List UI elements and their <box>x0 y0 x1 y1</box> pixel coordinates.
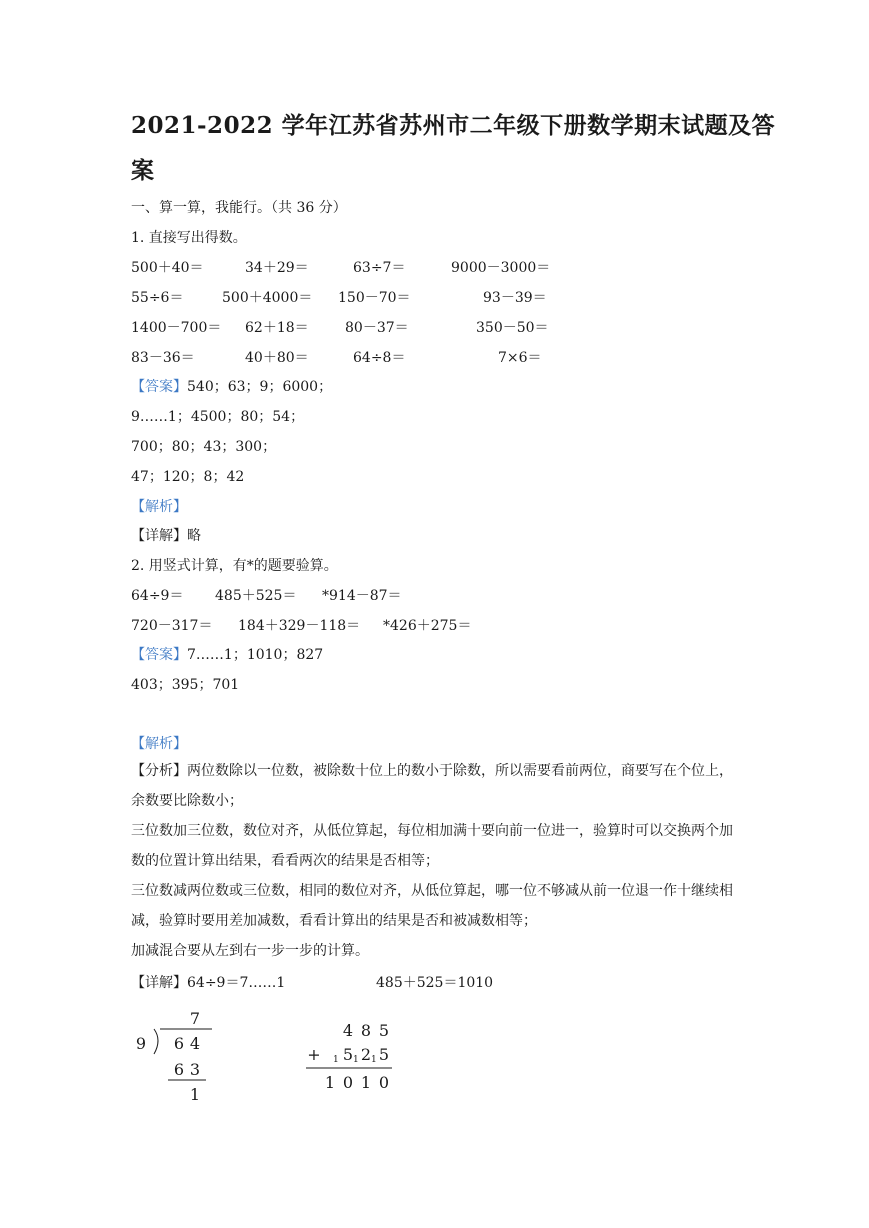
problem-cell: 150－70＝ <box>338 290 411 306</box>
addend-digit: 5 <box>378 1045 390 1064</box>
analysis-tag: 【解析】 <box>131 499 187 515</box>
problem-cell: 40＋80＝ <box>245 350 309 366</box>
problem-cell: 80－37＝ <box>345 320 409 336</box>
analysis-paragraph: 三位数加三位数，数位对齐，从低位算起，每位相加满十要向前一位进一，验算时可以交换两个加数的位置计算出结果，看看两次的结果是否相等； <box>131 823 733 869</box>
answer-tag: 【答案】 <box>131 379 187 395</box>
analysis-label: 【分析】 <box>131 763 187 779</box>
question-2-heading: 2. 用竖式计算，有*的题要验算。 <box>131 558 338 574</box>
problem-cell: 350－50＝ <box>476 320 549 336</box>
problem-cell: 7×6＝ <box>498 350 542 366</box>
problem-cell: 9000－3000＝ <box>451 260 551 276</box>
analysis-tag: 【解析】 <box>131 736 187 752</box>
remainder-digit: 1 <box>189 1085 201 1104</box>
problem-cell: 720－317＝ <box>131 618 213 634</box>
document-title-line2: 案 <box>131 157 155 184</box>
analysis-text: 两位数除以一位数，被除数十位上的数小于除数，所以需要看前两位，商要写在个位上，余数要比除数小； <box>131 763 733 809</box>
product-underline <box>168 1079 208 1083</box>
sum-digit: 1 <box>360 1073 372 1092</box>
dividend-digit: 4 <box>189 1034 201 1053</box>
problem-cell: 34＋29＝ <box>245 260 309 276</box>
dividend-digit: 6 <box>173 1034 185 1053</box>
problem-cell: 93－39＝ <box>483 290 547 306</box>
sum-underline <box>306 1067 394 1071</box>
detail-text: 485＋525＝1010 <box>376 975 494 991</box>
detail-line <box>131 972 285 992</box>
sum-digit: 0 <box>378 1073 390 1092</box>
problem-cell: *914－87＝ <box>322 588 402 604</box>
problem-cell: 64÷9＝ <box>131 588 184 604</box>
analysis-paragraph: 三位数减两位数或三位数，相同的数位对齐，从低位算起，哪一位不够减从前一位退一作十继续相减，验算时要用差加减数，看看计算出的结果是否和被减数相等； <box>131 883 733 929</box>
detail-line <box>131 525 201 545</box>
answer-line <box>131 644 323 664</box>
problem-cell: 83－36＝ <box>131 350 195 366</box>
addend-digit: 5 <box>378 1021 390 1040</box>
problem-cell: 500＋4000＝ <box>222 290 313 306</box>
detail-tag: 【详解】 <box>131 528 187 544</box>
problem-cell: 63÷7＝ <box>353 260 406 276</box>
answer-tag: 【答案】 <box>131 647 187 663</box>
carry-mark: 1 <box>333 1055 339 1065</box>
problem-cell: 485＋525＝ <box>215 588 297 604</box>
quotient-digit: 7 <box>189 1009 201 1028</box>
problem-cell: 1400－700＝ <box>131 320 222 336</box>
addend-digit: 8 <box>360 1021 372 1040</box>
product-digit: 3 <box>189 1060 201 1079</box>
detail-tag: 【详解】 <box>131 975 187 991</box>
answer-text: 7……1；1010；827 <box>187 647 324 663</box>
analysis-paragraph <box>131 756 743 816</box>
addend-digit: 2 <box>360 1045 372 1064</box>
plus-sign: + <box>307 1045 321 1064</box>
answer-line <box>131 376 332 396</box>
problem-cell: 55÷6＝ <box>131 290 184 306</box>
answer-line: 9……1；4500；80；54； <box>131 409 305 425</box>
addend-digit: 4 <box>342 1021 354 1040</box>
analysis-paragraph: 加减混合要从左到右一步一步的计算。 <box>131 943 369 959</box>
answer-line: 700；80；43；300； <box>131 439 277 455</box>
sum-digit: 1 <box>324 1073 336 1092</box>
document-title-line1: 2021-2022 学年江苏省苏州市二年级下册数学期末试题及答 <box>131 112 776 139</box>
section-heading: 一、算一算，我能行。（共 36 分） <box>131 200 347 216</box>
answer-line: 403；395；701 <box>131 677 240 693</box>
product-digit: 6 <box>173 1060 185 1079</box>
problem-cell: 62＋18＝ <box>245 320 309 336</box>
addend-digit: 5 <box>342 1045 354 1064</box>
question-1-heading: 1. 直接写出得数。 <box>131 230 247 246</box>
answer-text: 540；63；9；6000； <box>187 379 333 395</box>
carry-mark: 1 <box>353 1055 359 1065</box>
detail-text: 略 <box>187 528 201 544</box>
carry-mark: 1 <box>371 1055 377 1065</box>
problem-cell: 64÷8＝ <box>353 350 406 366</box>
detail-text: 64÷9＝7……1 <box>187 975 286 991</box>
divisor-digit: 9 <box>135 1034 147 1053</box>
answer-line: 47；120；8；42 <box>131 469 245 485</box>
problem-cell: *426＋275＝ <box>383 618 472 634</box>
problem-cell: 184＋329－118＝ <box>238 618 361 634</box>
problem-cell: 500＋40＝ <box>131 260 204 276</box>
sum-digit: 0 <box>342 1073 354 1092</box>
